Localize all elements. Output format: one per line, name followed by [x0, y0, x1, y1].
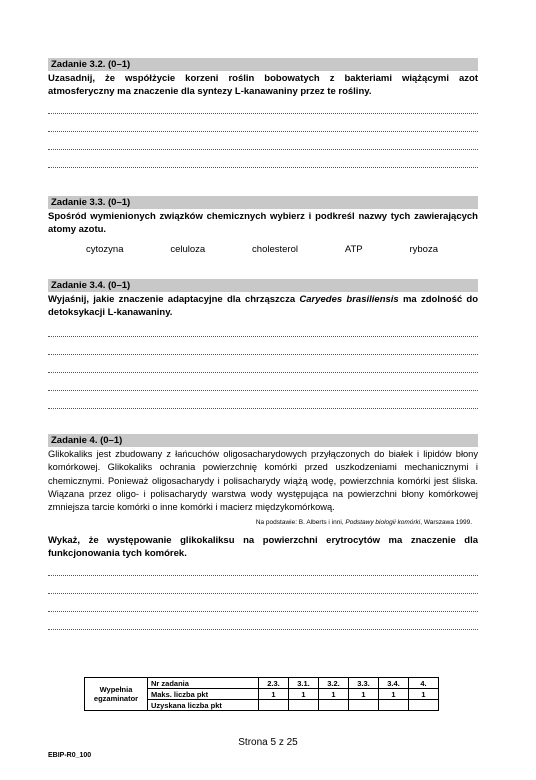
option-atp[interactable]: ATP: [344, 244, 363, 255]
task-question: Wykaż, że występowanie glikokaliksu na powierzchni erytrocytów ma znaczenie dla funkcjonowania tych komórek.: [48, 535, 478, 560]
answer-line: [48, 564, 478, 576]
task-number-label: Nr zadania: [148, 678, 259, 689]
answer-area[interactable]: [48, 102, 478, 168]
score-table: [84, 677, 439, 711]
answer-line: [48, 102, 478, 114]
task-3-2: [48, 58, 478, 174]
answer-area[interactable]: [48, 325, 478, 409]
answer-area[interactable]: [48, 564, 478, 630]
answer-line: [48, 156, 478, 168]
task-3-3: [48, 196, 478, 255]
max-points-cell: 1: [289, 689, 319, 700]
option-cytozyna[interactable]: cytozyna: [86, 244, 124, 255]
task-header: Zadanie 3.4. (0–1): [48, 279, 478, 292]
task-number-cell: 4.: [409, 678, 439, 689]
answer-line: [48, 397, 478, 409]
examiner-label: Wypełnia egzaminator: [85, 678, 148, 711]
max-points-cell: 1: [379, 689, 409, 700]
max-points-cell: 1: [349, 689, 379, 700]
species-name: Caryedes brasiliensis: [299, 294, 399, 305]
answer-line: [48, 343, 478, 355]
task-number-cell: 3.3.: [349, 678, 379, 689]
task-question: Wyjaśnij, jakie znaczenie adaptacyjne dla chrząszcza Caryedes brasiliensis ma zdolność do detoksykacji L-kanawaniny.: [48, 294, 479, 318]
answer-line: [48, 120, 478, 132]
max-points-cell: 1: [409, 689, 439, 700]
task-number-cell: 2.3.: [259, 678, 289, 689]
option-celuloza[interactable]: celuloza: [170, 244, 206, 255]
answer-line: [48, 325, 478, 337]
obtained-points-cell[interactable]: [379, 700, 409, 711]
task-4: [48, 434, 478, 636]
obtained-points-cell[interactable]: [259, 700, 289, 711]
answer-line: [48, 618, 478, 630]
task-header: Zadanie 3.2. (0–1): [48, 58, 478, 71]
task-header: Zadanie 4. (0–1): [48, 434, 478, 447]
answer-line: [48, 361, 478, 373]
max-points-cell: 1: [319, 689, 349, 700]
compound-options: [48, 244, 478, 255]
obtained-points-cell[interactable]: [319, 700, 349, 711]
task-3-4: [48, 279, 478, 415]
page-number: Strona 5 z 25: [238, 737, 298, 748]
task-number-cell: 3.2.: [319, 678, 349, 689]
task-number-cell: 3.1.: [289, 678, 319, 689]
max-points-label: Maks. liczba pkt: [148, 689, 259, 700]
task-question: Spośród wymienionych związków chemicznych wybierz i podkreśl nazwy tych zawierających atomy azotu.: [48, 211, 478, 235]
task-header: Zadanie 3.3. (0–1): [48, 196, 478, 209]
source-citation: Na podstawie: B. Alberts i inni, Podstawy biologii komórki, Warszawa 1999.: [255, 519, 472, 527]
task-number-cell: 3.4.: [379, 678, 409, 689]
obtained-points-cell[interactable]: [349, 700, 379, 711]
option-ryboza[interactable]: ryboza: [409, 244, 438, 255]
exam-code: EBIP-R0_100: [48, 752, 92, 759]
answer-line: [48, 600, 478, 612]
answer-line: [48, 582, 478, 594]
answer-line: [48, 379, 478, 391]
obtained-points-cell[interactable]: [289, 700, 319, 711]
max-points-cell: 1: [259, 689, 289, 700]
answer-line: [48, 138, 478, 150]
obtained-points-label: Uzyskana liczba pkt: [148, 700, 259, 711]
option-cholesterol[interactable]: cholesterol: [252, 244, 298, 255]
task-question: Uzasadnij, że współżycie korzeni roślin bobowatych z bakteriami wiążącymi azot atmosferyczny ma znaczenie dla syntezy L-kanawaniny przez te rośliny.: [48, 73, 478, 97]
intro-paragraph: Glikokaliks jest zbudowany z łańcuchów oligosacharydowych przyłączonych do białek i lipidów błony komórkowej. Glikokaliks ochrania powierzchnię komórki przed uszkodzeniami mechanicznymi i chemicznymi. Ponieważ oligosacharydy i polisacharydy wiążą wodę, powierzchnia komórki jest śliska. Wiązana przez oligo- i polisacharydy warstwa wody występująca na powierzchni błony komórkowej zmniejsza tarcie komórki o inne komórki i macierz międzykomórkową.: [48, 449, 478, 513]
obtained-points-cell[interactable]: [409, 700, 439, 711]
